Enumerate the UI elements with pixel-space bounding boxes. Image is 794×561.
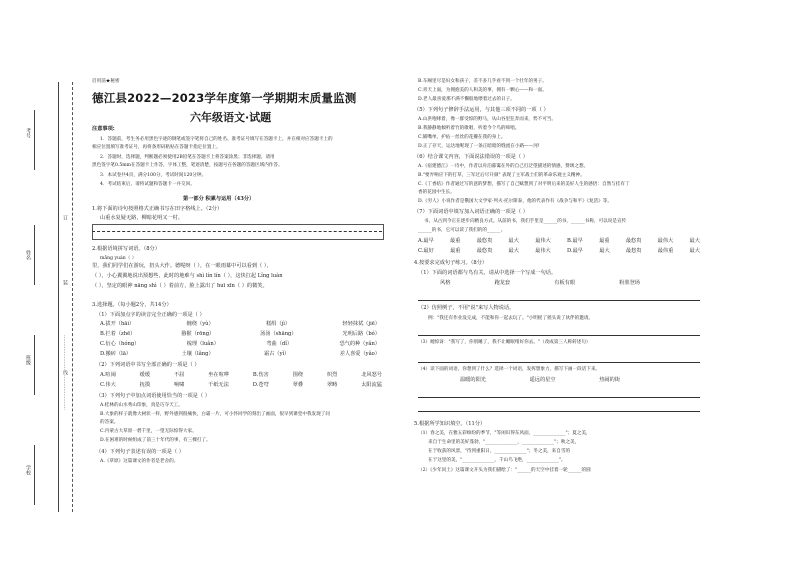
q3-3-prompt: （3）下列句子中加点词语使用恰当的一项是（ ） [96, 393, 210, 399]
q5-1-line: （1）春之美，在雅五彩缤纷的季节，"等闲识得东风面，______________"；夏之美， [418, 431, 591, 436]
q3-7-passage: ______的书，它可以读了我们的的______。 [418, 228, 506, 233]
q2-line-1: 里，我们同学们在游玩，扭头大作。德呢呀（ ），在一眼雨幕中可以看到（ ）， [92, 263, 272, 269]
note-line: 3．本试卷共4页，满分100分，考试时间120分钟。 [100, 173, 207, 178]
word: 遥远的星空 [529, 377, 556, 383]
option[interactable]: C.伟大 [100, 382, 116, 388]
q5-1-line: 来自于生命里的美好蓬勃，"______________，______________"；秋之美， [428, 440, 580, 445]
note-line: 相应位置填写准考证号，再将条形码粘贴在答题卡指定位置上。 [92, 145, 221, 150]
side-line: …………………线………………… [62, 335, 68, 410]
q3-2-prompt: （2）下列词语中书写全部正确的一项是（ ） [96, 362, 200, 368]
q4-4-prompt: （4）读下面的词语，你想到了什么？选择一个词语，发挥想象力，描写下画一段话下来。 [418, 367, 601, 372]
q3-3-option[interactable]: C.内蒙古大草原一碧千里，一望无际惊得大家。 [100, 429, 197, 434]
word: 最悠贵 [625, 238, 642, 244]
q3-5-option[interactable]: D.正了存天，运达地呢现了一条正暗暗的缝流在小路——河! [418, 144, 540, 149]
exam-title: 德江县2022—2023学年度第一学期期末质量监测 [92, 91, 357, 105]
word: 最大 [689, 238, 700, 244]
word: 太阳流猛 [361, 382, 382, 388]
word: 最悠贵 [476, 238, 493, 244]
word: 最伟重 [657, 248, 674, 254]
q3-6-prompt: （6）结合课文内容，下面说法错误的一项是（ ） [414, 154, 528, 160]
q3-4-option[interactable]: A.《草原》这篇课文的作者是老舍的。 [100, 459, 179, 464]
field-line-banji [34, 335, 35, 395]
word: 最重 [599, 238, 610, 244]
option[interactable]: B.伤害 [252, 372, 269, 378]
option: 霜古（yǐ） [264, 351, 290, 357]
secret-label: 启用前★秘密 [92, 79, 120, 84]
option[interactable]: D.苍穹 [252, 382, 269, 388]
word: 翠叠 [292, 382, 304, 388]
word: 最伟大 [657, 238, 674, 244]
q3-4-option[interactable]: C.青天上面，为拥抱美的人和美的事，拥有一颗心——和一面。 [418, 88, 547, 93]
option: 猕猴（rōng） [181, 331, 215, 337]
q3-4-option[interactable]: B.车厢里尽是妇女和孩子，差不多几乎看不到一个壮年的男子。 [418, 79, 547, 84]
q3-5-option[interactable]: C.铺嘴单，护佑一丝丝的花瓣在我的身上。 [418, 135, 506, 140]
option: 差人喜爱（yǎo） [339, 351, 380, 357]
word: 跑龙套 [494, 280, 511, 286]
q3-3-option[interactable]: A.桂林的山水秀山印象，真是巧夺天工。 [100, 403, 183, 408]
part1-heading: 第一部分 积累与运用（43分） [183, 196, 255, 202]
binding-line-inner [72, 82, 73, 512]
q3-2-row [100, 372, 382, 379]
q2-line-2: （ ），小心翼翼地说出预想些，此时的地难与 shì lín lín（ ），这快扛起 Lǐng luàn [92, 273, 283, 279]
word: 北风怒号 [361, 372, 382, 378]
q4-1-prompt: （1）下面的词语都与鸟有关，请从中选择一个写成一句话。 [418, 270, 557, 276]
option: 梳理（luǎn） [186, 341, 219, 347]
q3-3-option[interactable]: B.大象的样子就像大树状一样，野外感到很痛快，白霜一片，可小怀同学的刻出了画面，很早到课堂中我发现了问 [100, 412, 330, 417]
option[interactable]: D.最早 [567, 248, 583, 254]
answer-line[interactable] [418, 335, 700, 336]
option: 轻轻抹拭（jiē） [342, 321, 380, 327]
field-line-xingming [34, 225, 35, 285]
word: 热闹的街 [599, 377, 620, 383]
word: 最重 [450, 238, 461, 244]
q2-line-3: （ ），坚定的眼神 nāng shì（ ）着前方，脸上露出了 huī xīn（ ）的微笑。 [92, 283, 268, 289]
q1-grid-midline [92, 231, 382, 232]
q3-5-option[interactable]: B.我静静地倾听着竹的歌唱，听着今个鸟的啼唱。 [418, 126, 520, 131]
q3-6-option[interactable]: C.《丁香结》作者通过写的意的梦想，描写了自己赋想到了对平明后来的美好人生的感悟：自然与挂有丁 [418, 182, 630, 187]
q3-5-prompt: （5）下列句子修辞手法运用，与其他三项不同的一项（ ） [414, 107, 549, 113]
word: 千纸无法 [208, 382, 229, 388]
side-xuexiao: 学校 [25, 465, 31, 475]
word: 最伟大 [535, 248, 551, 254]
q1-prompt: 1.将下面的诗句按照格式正确书写在田字格线上。（2分） [92, 206, 223, 212]
word: 有板有眼 [554, 280, 576, 286]
q3-7-passage: 书，从古到今正在逐步向精良方式。从前的书，我们手里是______的书，______书称，可以说是宣传 [424, 219, 627, 224]
binding-line-outer [58, 82, 59, 512]
q4-2-prompt: （2）仿照例子，不用"说"来写人物说话。 [418, 305, 515, 311]
q3-6-option-cont: 香的花园中生长。 [418, 190, 455, 195]
q4-1-words [440, 280, 640, 287]
option[interactable]: D.搬砖（lā） [100, 351, 132, 357]
option[interactable]: A.拔开（hāi） [100, 321, 135, 327]
option[interactable]: C.衍心（hóng） [100, 341, 140, 347]
q5-2-line: （2）《少年闰土》这篇课文开头为我们描绘了："______的天空中挂着一轮______的圆 [418, 468, 591, 473]
side-xingming: 姓名 [25, 250, 31, 260]
option: 光明后路（bó） [342, 331, 380, 337]
word: 最大 [508, 248, 519, 254]
q3-1-row [100, 331, 380, 338]
word: 围绕 [292, 372, 304, 378]
q3-7-prompt: （7）下面词语中填写加入词语正确的一项是（ ） [414, 209, 528, 215]
q2-prompt: 2.根据语境拼写词语。（8分） [92, 246, 160, 252]
q3-2-row [100, 382, 382, 389]
option[interactable]: A.喧闹 [100, 372, 116, 378]
word: 坐在喧哗 [208, 372, 229, 378]
word: 不屈 [173, 372, 185, 378]
note-line: 4．考试结束后，请将试题和答题卡一并交回。 [100, 182, 195, 187]
q3-1-row [100, 351, 380, 358]
field-line-kaohao [34, 110, 35, 170]
answer-line[interactable] [418, 411, 700, 412]
q3-7-row [418, 238, 700, 245]
q1-text: 山重水复疑无路，柳暗花明又一村。 [100, 215, 184, 221]
q2-pinyin-1: mǎng yuán（ ） [100, 256, 137, 261]
option: 汤汤（shāng） [260, 331, 297, 337]
q3-3-option[interactable]: D.在困难的时候组成了前三十年代的事，有三棵打了。 [100, 438, 211, 443]
word: 炽烈 [326, 372, 338, 378]
option: 缠绕（yù） [186, 321, 214, 327]
answer-line[interactable] [418, 362, 700, 363]
q3-1-row [100, 321, 380, 328]
q3-6-option[interactable]: A.《宿建德江》一诗中，作者以舟泊暮霭在外的自己打泛望描述的情感，赞颂之想。 [418, 164, 589, 169]
word: 粉墨登场 [619, 280, 640, 286]
word: 最重 [450, 248, 461, 254]
q5-prompt: 5.根据所学知识填空。（11分） [414, 421, 486, 427]
exam-subtitle: 六年级语文·试题 [190, 111, 272, 124]
note-line: 黑色签字笔0.5mm在答题卡上作答，字体工整，笔迹清楚，按题号在各题的答题区域内作答。 [92, 163, 283, 168]
word: 最大 [508, 238, 519, 244]
option: 恐气的种（yǎn） [339, 341, 380, 347]
q3-3-option-cont: 的答案。 [100, 420, 119, 425]
q3-7-row [418, 248, 700, 255]
q3-5-option[interactable]: A.山洪咆哮着，像一群受惊的野马，从山谷里狂奔而来，势不可当。 [418, 117, 556, 122]
answer-line[interactable] [418, 300, 700, 301]
word: 翠畴 [326, 382, 338, 388]
word: 最悠贵 [625, 248, 642, 254]
q3-1-row [100, 341, 380, 348]
option: 土壤（lǎng） [181, 351, 214, 357]
q4-4-words [460, 377, 620, 384]
word: 响啸 [173, 382, 185, 388]
word: 最悠贵 [476, 248, 493, 254]
word: 温暖的阳光 [460, 377, 486, 383]
word: 缓缓 [139, 372, 151, 378]
q3-1-prompt: （1）下面加点字的读音完全正确的一项是（ ） [96, 312, 205, 318]
note-line: 1．答题前，考生务必用黑色字迹的钢笔或签字笔将自己的姓名、准考证号填写在答题卡上，并在相对应答题卡上的 [100, 137, 333, 142]
q3-4-prompt: （4）下列句子表述有误的一项是（ ） [96, 449, 184, 455]
q4-2-example: 例："我还有作业没完成，不能和你一起去玩了。"小明摇了摇头说了伙伴的邀请。 [428, 316, 594, 321]
answer-line[interactable] [418, 397, 700, 398]
side-kaohao: 考号 [25, 128, 31, 138]
side-zhuang: 装 [62, 280, 68, 285]
option: 糕绢（jì） [266, 321, 291, 327]
side-banji: 班级 [25, 355, 31, 365]
option[interactable]: C.最好 [418, 248, 434, 254]
option[interactable]: B.最早 [567, 238, 583, 244]
word: 最伟大 [535, 238, 551, 244]
q3-6-option[interactable]: D.《穷人》小说作者是俄国大文学家·列夫·托尔斯泰，他的代表作有《战争与和平》《复活》等。 [418, 199, 612, 204]
note-line: 2．答题时，选择题，判断题必须使用2B铅笔在答题卡上将答案涂黑；非选择题，请用 [100, 155, 275, 160]
option[interactable]: A.最早 [418, 238, 434, 244]
q4-prompt: 4.按要求完成句子练习。（8分） [414, 260, 488, 266]
word: 最大 [599, 248, 610, 254]
notes-heading: 注意事项: [92, 126, 115, 132]
option[interactable]: B.拦着（zhē） [100, 331, 136, 337]
q5-1-line: 在于这里的美，"______________，千山鸟飞绝，______________"。 [428, 458, 566, 463]
word: 风格 [440, 280, 451, 286]
q5-1-line: 在于收获的风景，"待到重阳日，______________"；冬之美，来自雪的 [428, 449, 571, 454]
q1-writing-grid[interactable] [92, 224, 384, 240]
q3-prompt: 3.选择题。（每小题2分，共14分） [92, 302, 172, 308]
q4-3-prompt: （3）她惊讶："我写了，你别睡了，我不让睡眠绪好你去。"（改成第三人称转述句） [418, 340, 591, 345]
field-line-xuexiao [34, 445, 35, 505]
side-ding: 订 [62, 215, 68, 220]
q3-6-option[interactable]: B."要弄响应下的打草，三军过后尽开颜" 表现了主军战士们的革命乐观主义精神。 [418, 173, 585, 178]
word: 最大 [689, 248, 700, 254]
word: 抚摸 [139, 382, 151, 388]
option: 弯曲（dǐ） [266, 341, 293, 347]
q3-4-option[interactable]: D.老人最喜爱那不满不懈般地喂着过去的日子。 [418, 97, 515, 102]
